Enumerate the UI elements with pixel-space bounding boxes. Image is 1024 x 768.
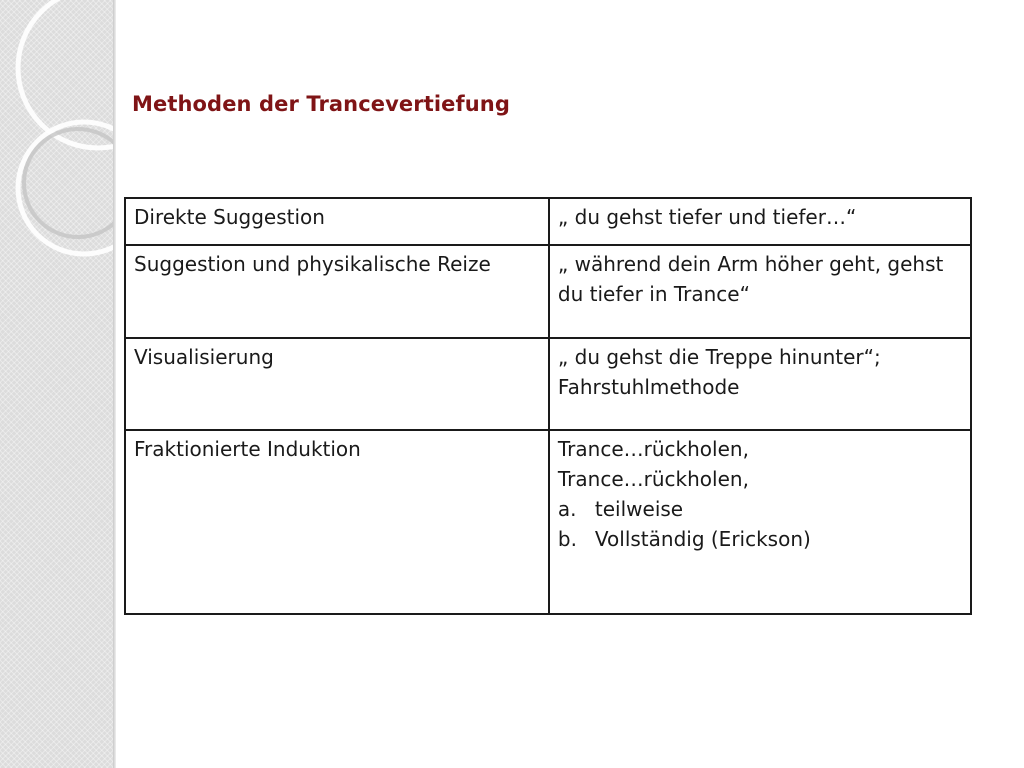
method-cell: Direkte Suggestion: [125, 198, 549, 245]
example-cell: „ während dein Arm höher geht, gehst du tiefer in Trance“: [549, 245, 971, 338]
example-cell: „ du gehst tiefer und tiefer…“: [549, 198, 971, 245]
method-cell: Fraktionierte Induktion: [125, 430, 549, 614]
methods-table: [124, 197, 972, 615]
table-row: [125, 245, 971, 338]
slide-title: Methoden der Trancevertiefung: [132, 92, 510, 116]
side-band-edge: [113, 0, 116, 768]
example-line: Trance…rückholen,: [557, 467, 749, 491]
table-row: [125, 430, 971, 614]
list-item-text: teilweise: [594, 497, 684, 521]
list-item-letter: b.: [557, 527, 577, 551]
decorative-circles: [0, 0, 113, 768]
example-cell: [549, 430, 971, 614]
list-item: [558, 494, 962, 524]
table-row: [125, 198, 971, 245]
example-cell: „ du gehst die Treppe hinunter“; Fahrstuhlmethode: [549, 338, 971, 430]
list-item: [558, 524, 962, 554]
table-row: [125, 338, 971, 430]
list-item-text: Vollständig (Erickson): [594, 527, 811, 551]
method-cell: Visualisierung: [125, 338, 549, 430]
example-line: Trance…rückholen,: [557, 437, 749, 461]
list-item-letter: a.: [557, 497, 577, 521]
decorative-side-band: [0, 0, 113, 768]
method-cell: Suggestion und physikalische Reize: [125, 245, 549, 338]
